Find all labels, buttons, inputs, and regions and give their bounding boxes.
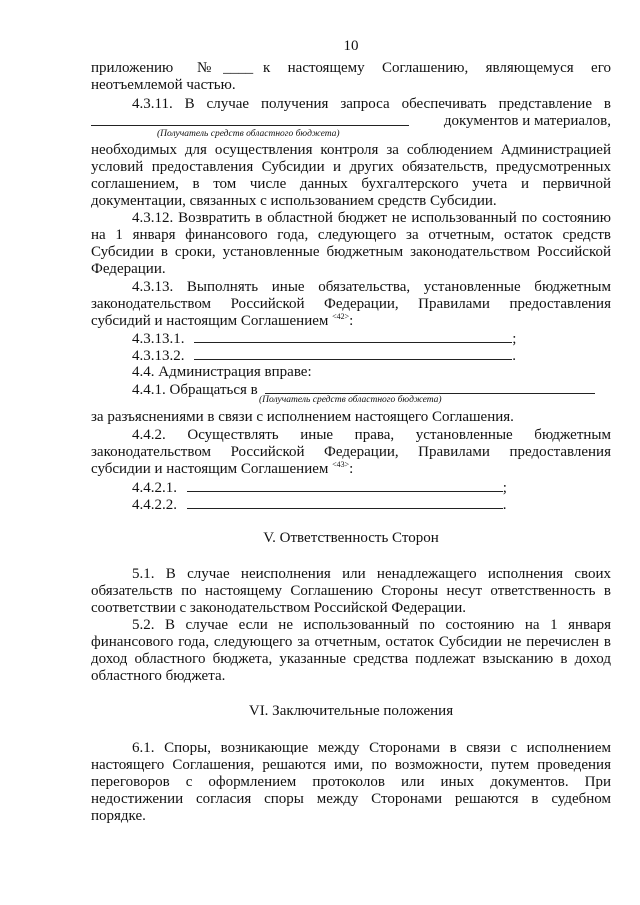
text-line: недостижении согласия споры между Сторонами решаются в судебном xyxy=(91,791,611,807)
colon: : xyxy=(349,313,354,329)
list-item xyxy=(132,347,516,365)
text-line: необходимых для осуществления контроля за соблюдением Администрацией xyxy=(91,142,611,158)
text: документов и материалов, xyxy=(443,113,611,129)
footnote-ref: <43> xyxy=(332,460,350,469)
text-line: доход областного бюджета, указанные средства подлежат взысканию в доход xyxy=(91,651,611,667)
section-title: V. Ответственность Сторон xyxy=(263,530,439,546)
blank-field xyxy=(187,479,503,492)
field-caption: (Получатель средств областного бюджета) xyxy=(157,129,340,139)
list-item xyxy=(132,330,516,348)
punct: . xyxy=(502,497,507,513)
blank-recipient-field xyxy=(265,381,595,394)
text-line: законодательством Российской Федерации, Правилами предоставления xyxy=(91,444,611,460)
clause-4-3-11: 4.3.11. В случае получения запроса обеспечивать представление в xyxy=(132,96,611,112)
text-line: Субсидии в сроки, установленные бюджетным законодательством Российской xyxy=(91,244,611,260)
text-line: обязательств по настоящему Соглашению Стороны несут ответственность в xyxy=(91,583,611,599)
text-line: порядке. xyxy=(91,808,146,824)
paragraph-continuation xyxy=(91,60,611,77)
text: субсидий и настоящим Соглашением xyxy=(91,313,329,329)
page-number: 10 xyxy=(343,38,359,54)
clause-4-4-2: 4.4.2. Осуществлять иные права, установленные бюджетным xyxy=(132,427,611,443)
text-line: условий предоставления Субсидии и других обязательств, предусмотренных xyxy=(91,159,611,175)
text-line: финансового года, следующего за отчетным, остаток Субсидии не перечислен в xyxy=(91,634,611,650)
blank-field: ____ xyxy=(223,60,254,76)
text: приложению xyxy=(91,60,174,76)
item-number: 4.4.2.2. xyxy=(132,497,177,513)
item-number: 4.4.2.1. xyxy=(132,480,177,496)
text-line: переговоров с оформлением протоколов или иных документов. При xyxy=(91,774,611,790)
text-line xyxy=(91,461,353,478)
text-line xyxy=(91,313,353,330)
punct: ; xyxy=(512,331,517,347)
blank-field xyxy=(194,347,512,360)
punct: . xyxy=(512,348,516,364)
text-line: на 1 января финансового года, следующего за отчетным, остаток средств xyxy=(91,227,611,243)
clause-5-1: 5.1. В случае неисполнения или ненадлежащего исполнения своих xyxy=(132,566,611,582)
item-number: 4.3.13.2. xyxy=(132,348,185,364)
footnote-ref: <42> xyxy=(332,312,350,321)
text: к настоящему Соглашению, являющемуся его xyxy=(263,60,611,76)
text-line: неотъемлемой частью. xyxy=(91,77,236,93)
text-line: документации, связанных с использованием средств Субсидии. xyxy=(91,193,497,209)
clause-4-3-13: 4.3.13. Выполнять иные обязательства, установленные бюджетным xyxy=(132,279,611,295)
text-line: соответствии с законодательством Российской Федерации. xyxy=(91,600,466,616)
blank-field xyxy=(187,496,503,509)
list-item xyxy=(132,479,507,497)
clause-4-3-12: 4.3.12. Возвратить в областной бюджет не использованный по состоянию xyxy=(132,210,611,226)
section-title: VI. Заключительные положения xyxy=(248,703,454,719)
colon: : xyxy=(349,461,354,477)
list-item xyxy=(132,496,507,514)
number-sign: № xyxy=(197,60,212,76)
punct: ; xyxy=(502,480,507,496)
text-line: законодательством Российской Федерации, Правилами предоставления xyxy=(91,296,611,312)
clause-6-1: 6.1. Споры, возникающие между Сторонами в связи с исполнением xyxy=(132,740,611,756)
field-caption: (Получатель средств областного бюджета) xyxy=(259,395,442,405)
blank-field xyxy=(194,330,512,343)
text-line: настоящего Соглашения, решаются ими, по возможности, путем проведения xyxy=(91,757,611,773)
blank-recipient-field xyxy=(91,113,409,126)
text-line: Федерации. xyxy=(91,261,166,277)
item-number: 4.3.13.1. xyxy=(132,331,185,347)
text: субсидии и настоящим Соглашением xyxy=(91,461,329,477)
text: 4.4.1. Обращаться в xyxy=(132,382,258,398)
text-line: за разъяснениями в связи с исполнением настоящего Соглашения. xyxy=(91,409,514,425)
clause-4-4: 4.4. Администрация вправе: xyxy=(132,364,312,380)
text-line: соглашением, в том числе данных бухгалтерского учета и первичной xyxy=(91,176,611,192)
clause-5-2: 5.2. В случае если не использованный по состоянию на 1 января xyxy=(132,617,611,633)
text-line: областного бюджета. xyxy=(91,668,226,684)
